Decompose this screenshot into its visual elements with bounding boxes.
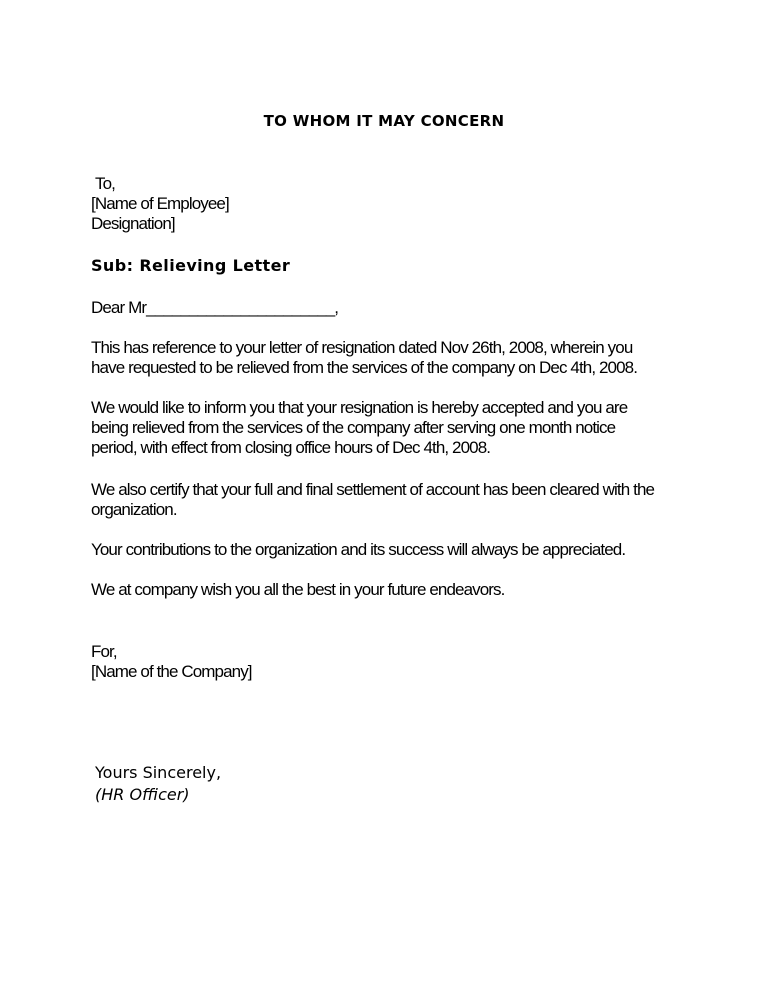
signoff-sincerely: Yours Sincerely, [95, 763, 222, 782]
letter-title: TO WHOM IT MAY CONCERN [263, 112, 505, 130]
paragraph-acceptance [91, 398, 627, 458]
paragraph-best-wishes [91, 580, 504, 600]
recipient-designation: Designation] [91, 214, 175, 233]
paragraph-appreciation [91, 540, 625, 560]
paragraph-resignation-reference [91, 338, 637, 378]
closing-for: For, [91, 642, 117, 661]
paragraph-line: We also certify that your full and final settlement of account has been cleared with the [91, 480, 655, 499]
recipient-to: To, [95, 174, 115, 193]
paragraph-line: We would like to inform you that your resignation is hereby accepted and you are [91, 398, 628, 417]
recipient-name: [Name of Employee] [91, 194, 229, 213]
paragraph-line: Your contributions to the organization and its success will always be appreciated. [91, 540, 626, 559]
salutation: Dear Mr______________________, [91, 298, 339, 317]
paragraph-line: organization. [91, 500, 177, 519]
paragraph-line: being relieved from the services of the company after serving one month notice [91, 418, 616, 437]
paragraph-line: period, with effect from closing office hours of Dec 4th, 2008. [91, 438, 491, 457]
signoff-role: (HR Officer) [95, 785, 190, 804]
paragraph-line: We at company wish you all the best in your future endeavors. [91, 580, 505, 599]
subject-line: Sub: Relieving Letter [91, 256, 291, 275]
signoff-block [95, 762, 221, 806]
paragraph-line: This has reference to your letter of resignation dated Nov 26th, 2008, wherein you [91, 338, 633, 357]
paragraph-line: have requested to be relieved from the services of the company on Dec 4th, 2008. [91, 358, 638, 377]
paragraph-settlement [91, 480, 654, 520]
closing-company: [Name of the Company] [91, 662, 252, 681]
